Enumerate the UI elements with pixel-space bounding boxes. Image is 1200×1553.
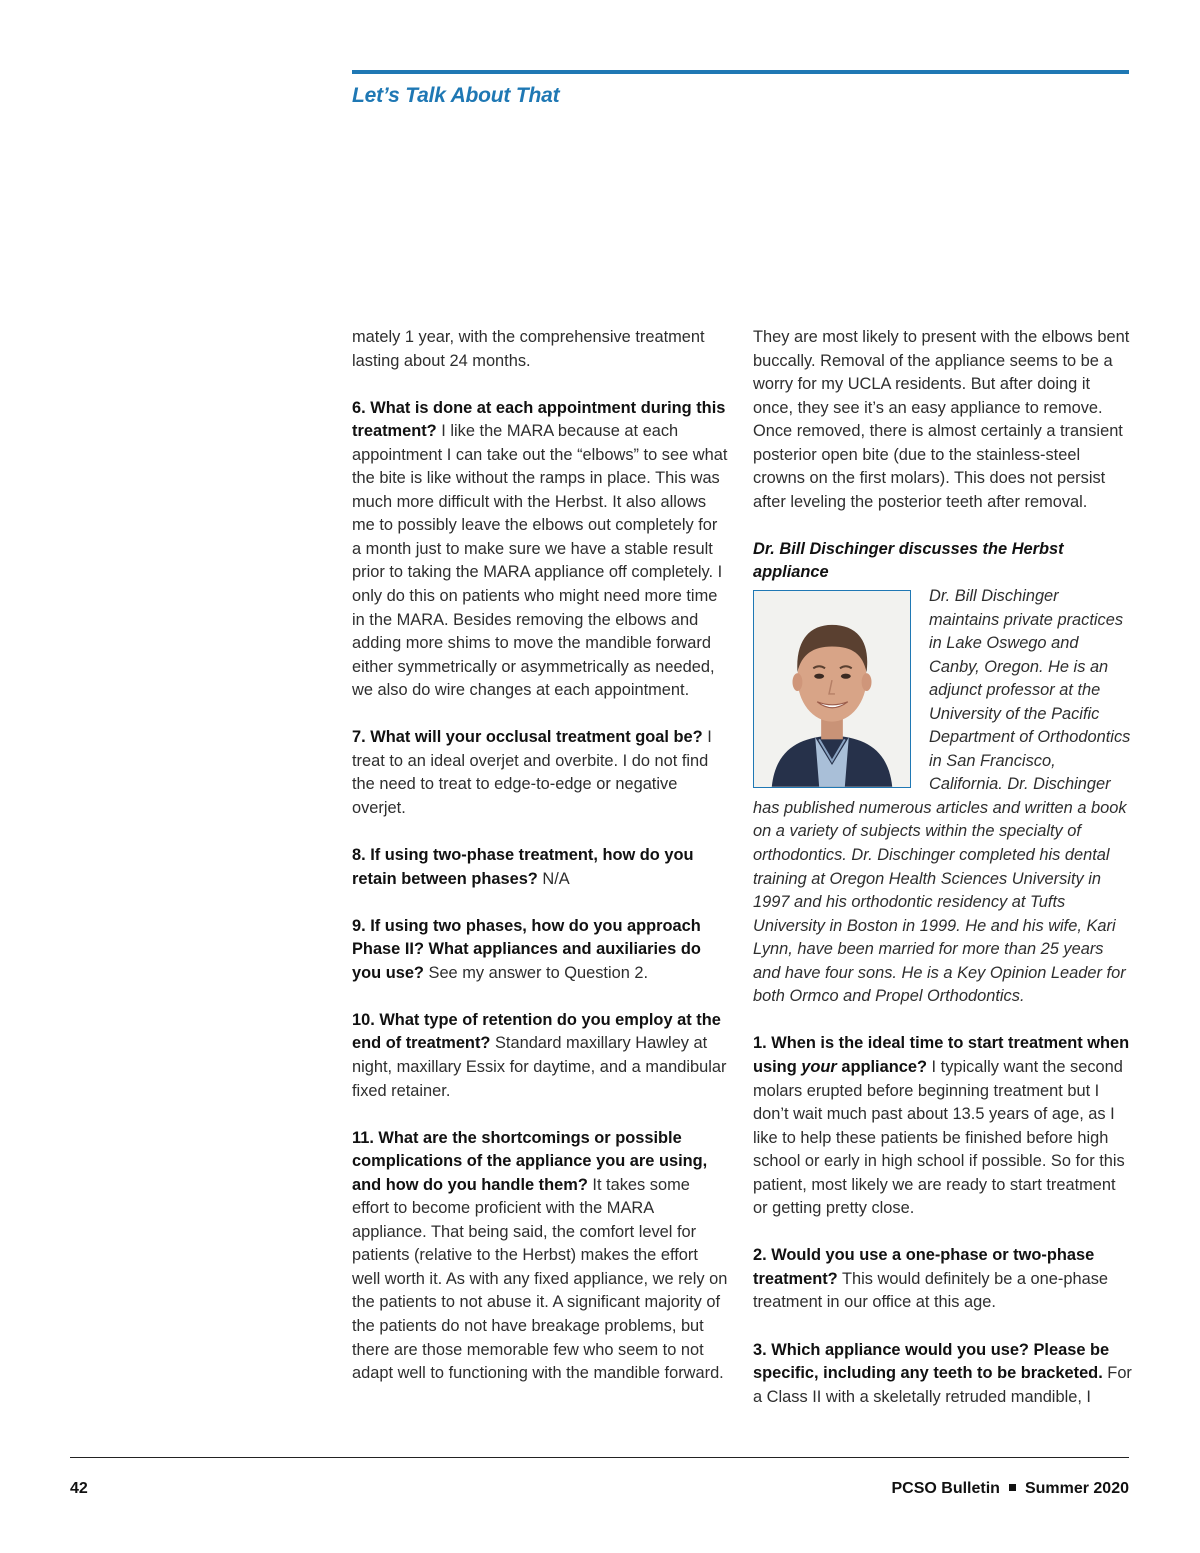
answer-text: It takes some effort to become proficient with the MARA appliance. That being said, the comfort level for patients (relative to the Herbst) makes the effort well worth it. As with any fixed appliance, we rely on the patients to not abuse it. A significant majority of the patients do not have breakage problems, but there are those memorable few who seem to not adapt well to functioning with the mandible forward.	[352, 1175, 728, 1383]
bio-text: Dr. Bill Dischinger maintains private practices in Lake Oswego and Canby, Oregon. He is an adjunct professor at the University of the Pacific Department of Orthodontics in San Francisco, California. Dr. Dischinger has published numerous articles and written a book on a variety of subjects within the specialty of orthodontics. Dr. Dischinger completed his dental training at Oregon Health Sciences University in 1997 and his orthodontic residency at Tufts University in Boston in 1999. He and his wife, Kari Lynn, have been married for more than 25 years and have four sons. He is a Key Opinion Leader for both Ormco and Propel Orthodontics.	[753, 587, 1131, 1006]
section-title: Let’s Talk About That	[352, 84, 560, 107]
question-text-start: 1. When is the ideal time to start treatment when using	[753, 1034, 1130, 1076]
question-emphasis: your	[801, 1057, 837, 1076]
right-column	[753, 326, 1133, 1433]
question-text: 7. What will your occlusal treatment goal be?	[352, 728, 703, 747]
question-7	[352, 726, 730, 820]
question-text: 11. What are the shortcomings or possible complications of the appliance you are using, and how do you handle them?	[352, 1128, 708, 1194]
question-text: 9. If using two phases, how do you approach Phase II? What appliances and auxiliaries do you use?	[352, 916, 701, 982]
question-11	[352, 1127, 730, 1386]
paragraph: They are most likely to present with the elbows bent buccally. Removal of the appliance seems to be a worry for my UCLA residents. But after doing it once, they see it’s an easy appliance to remove. Once removed, there is almost certainly a transient posterior open bite (due to the stainless-steel crowns on the first molars). This does not persist after leveling the posterior teeth after removal.	[753, 328, 1130, 511]
answer-text: I like the MARA because at each appointment I can take out the “elbows” to see what the bite is like without the ramps in place. This was much more difficult with the Herbst. It also allows me to possibly leave the elbows out completely for a month just to make sure we have a stable result prior to taking the MARA appliance off completely. I only do this on patients who might need more time in the MARA. Besides removing the elbows and adding more shims to move the mandible forward either symmetrically or asymmetrically as needed, we also do wire changes at each appointment.	[352, 422, 728, 700]
publication-name: PCSO Bulletin	[891, 1480, 1000, 1497]
question-1	[753, 1032, 1133, 1220]
issue-label: Summer 2020	[1024, 1480, 1129, 1497]
answer-text: I treat to an ideal overjet and overbite. I do not find the need to treat to edge-to-edge or negative overjet.	[352, 728, 712, 817]
answer-text: Standard maxillary Hawley at night, maxillary Essix for daytime, and a mandibular fixed retainer.	[352, 1034, 727, 1100]
separator-square	[1009, 1484, 1016, 1491]
page-number: 42	[70, 1480, 88, 1497]
question-text-end: appliance?	[836, 1057, 927, 1076]
question-8	[352, 844, 730, 891]
answer-text: This would definitely be a one-phase treatment in our office at this age.	[753, 1269, 1109, 1312]
left-column	[352, 326, 730, 1409]
answer-text: N/A	[537, 869, 570, 888]
answer-text: For a Class II with a skeletally retruded mandible, I	[753, 1364, 1132, 1406]
author-bio	[753, 585, 1133, 1009]
header-rule	[352, 70, 1129, 74]
question-text: 2. Would you use a one-phase or two-phase treatment?	[753, 1246, 1095, 1288]
question-3	[753, 1339, 1133, 1410]
bio-heading: Dr. Bill Dischinger discusses the Herbst appliance	[753, 539, 1064, 582]
question-text: 3. Which appliance would you use? Please be specific, including any teeth to be bracketed.	[753, 1340, 1110, 1383]
question-text: 10. What type of retention do you employ at the end of treatment?	[352, 1010, 721, 1053]
paragraph: mately 1 year, with the comprehensive treatment lasting about 24 months.	[352, 328, 705, 370]
question-text: 8. If using two-phase treatment, how do you retain between phases?	[352, 846, 694, 888]
question-6	[352, 397, 730, 703]
portrait-image	[754, 591, 910, 787]
footer-rule	[70, 1457, 1129, 1458]
question-10	[352, 1009, 730, 1103]
question-2	[753, 1244, 1133, 1315]
answer-text: See my answer to Question 2.	[423, 963, 649, 982]
question-9	[352, 915, 730, 986]
footer-publication	[891, 1480, 1129, 1498]
author-photo	[753, 590, 911, 788]
answer-text: I typically want the second molars erupted before beginning treatment but I don’t wait much past about 13.5 years of age, as I like to help these patients be finished before high school or early in high school if possible. So for this patient, most likely we are ready to start treatment or getting pretty close.	[753, 1057, 1125, 1218]
question-text: 6. What is done at each appointment during this treatment?	[352, 398, 726, 441]
